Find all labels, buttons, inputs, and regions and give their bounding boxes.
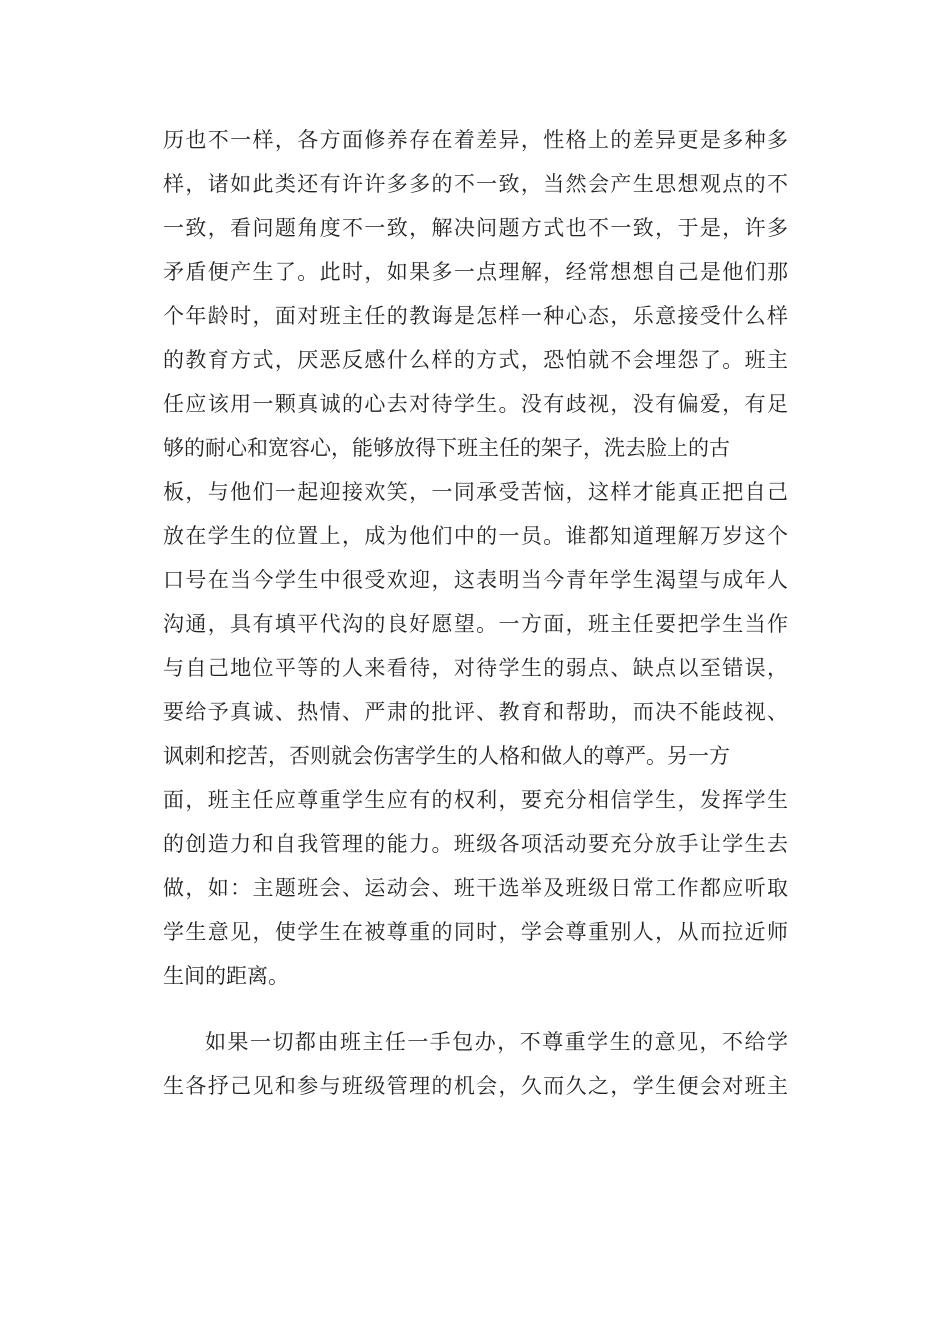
paragraph-1 (163, 118, 788, 998)
text-line: 讽刺和挖苦，否则就会伤害学生的人格和做人的尊严。另一方 (163, 744, 730, 768)
text-line: 口号在当今学生中很受欢迎，这表明当今青年学生渴望与成年人 (163, 568, 788, 592)
text-line: 沟通，具有填平代沟的良好愿望。一方面，班主任要把学生当作 (163, 612, 788, 636)
text-line: 放在学生的位置上，成为他们中的一员。谁都知道理解万岁这个 (163, 524, 788, 548)
paragraph-gap (163, 998, 788, 1020)
text-line: 如果一切都由班主任一手包办，不尊重学生的意见，不给学 (205, 1030, 788, 1054)
text-line: 的创造力和自我管理的能力。班级各项活动要充分放手让学生去 (163, 832, 788, 856)
text-line: 够的耐心和宽容心，能够放得下班主任的架子，洗去脸上的古 (163, 436, 730, 460)
text-line: 生各抒己见和参与班级管理的机会，久而久之，学生便会对班主 (163, 1074, 788, 1098)
text-line: 的教育方式，厌恶反感什么样的方式，恐怕就不会埋怨了。班主 (163, 348, 788, 372)
text-line: 个年龄时，面对班主任的教诲是怎样一种心态，乐意接受什么样 (163, 304, 788, 328)
text-line: 与自己地位平等的人来看待，对待学生的弱点、缺点以至错误， (163, 656, 788, 680)
text-line: 生间的距离。 (163, 964, 289, 988)
text-line: 一致，看问题角度不一致，解决问题方式也不一致，于是，许多 (163, 216, 788, 240)
text-line: 面，班主任应尊重学生应有的权利，要充分相信学生，发挥学生 (163, 788, 788, 812)
text-line: 板，与他们一起迎接欢笑，一同承受苦恼，这样才能真正把自己 (163, 480, 788, 504)
text-line: 样，诸如此类还有许许多多的不一致，当然会产生思想观点的不 (163, 172, 788, 196)
text-line: 学生意见，使学生在被尊重的同时，学会尊重别人，从而拉近师 (163, 920, 788, 944)
text-line: 要给予真诚、热情、严肃的批评、教育和帮助，而决不能歧视、 (163, 700, 788, 724)
paragraph-2 (163, 1020, 788, 1108)
text-line: 历也不一样，各方面修养存在着差异，性格上的差异更是多种多 (163, 128, 788, 152)
text-line: 矛盾便产生了。此时，如果多一点理解，经常想想自己是他们那 (163, 260, 788, 284)
text-line: 做，如：主题班会、运动会、班干选举及班级日常工作都应听取 (163, 876, 788, 900)
body-text (163, 118, 788, 1108)
text-line: 任应该用一颗真诚的心去对待学生。没有歧视，没有偏爱，有足 (163, 392, 788, 416)
